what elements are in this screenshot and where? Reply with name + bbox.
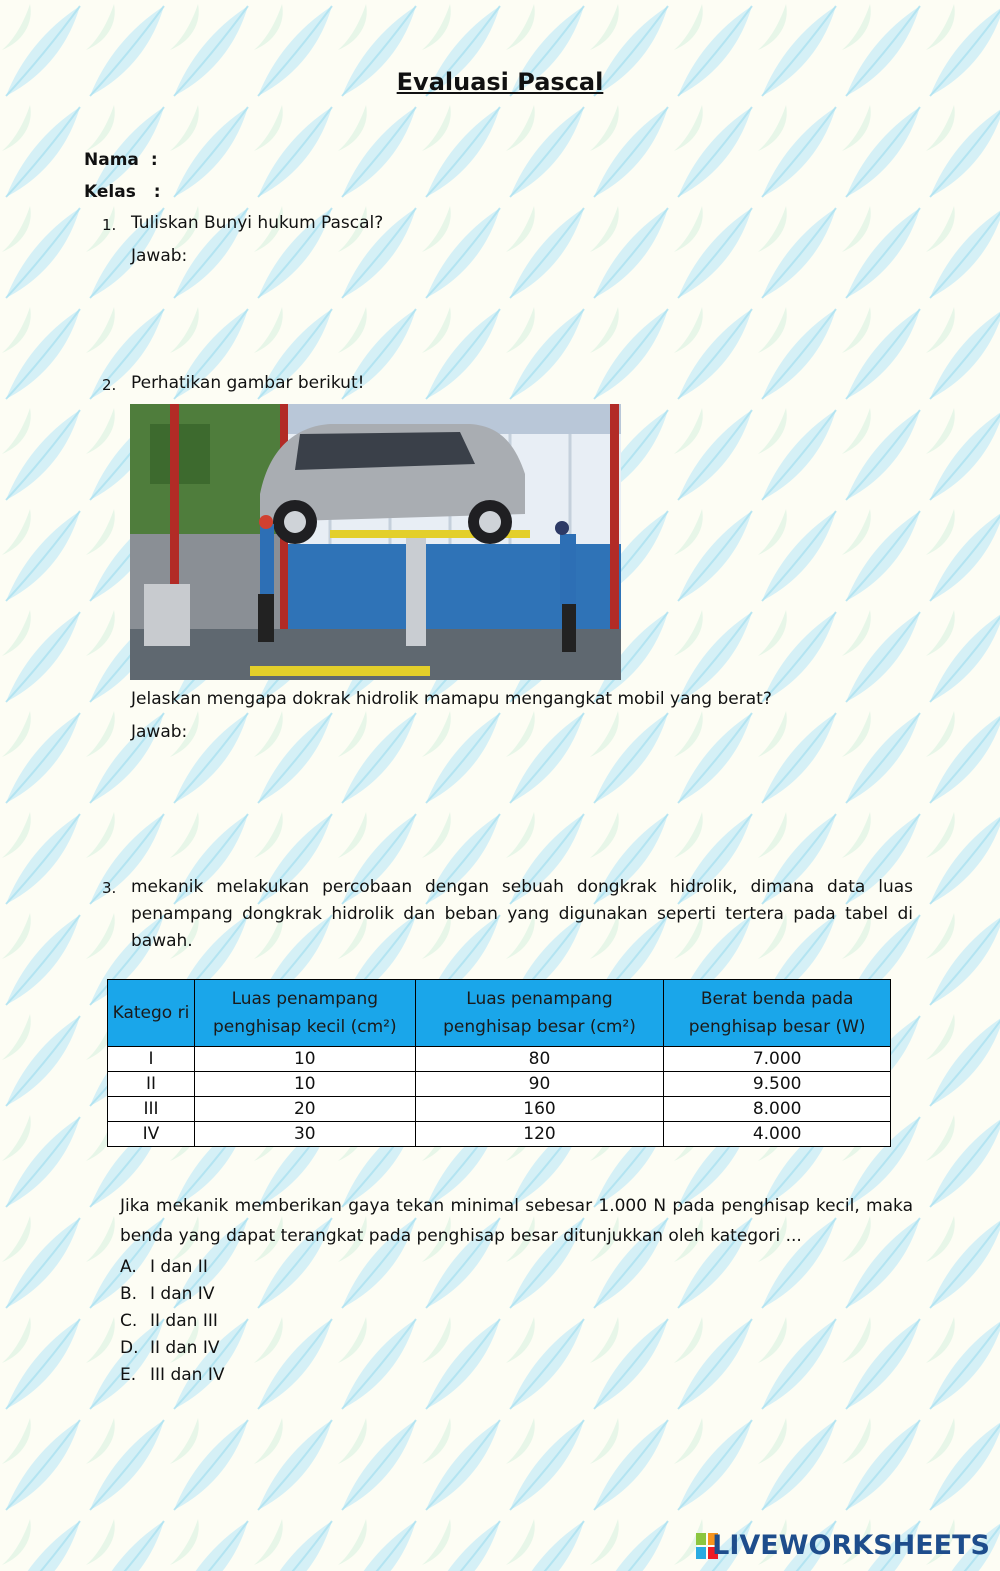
option-letter: E. xyxy=(120,1365,137,1385)
liveworksheets-brand[interactable]: LIVEWORKSHEETS xyxy=(712,1530,990,1561)
table-header-cell: Luas penampang penghisap kecil (cm²) xyxy=(194,980,415,1047)
class-label: Kelas xyxy=(84,182,136,202)
option-letter: B. xyxy=(120,1284,138,1304)
name-field xyxy=(84,150,158,170)
table-cell: III xyxy=(108,1097,195,1122)
table-row xyxy=(108,1072,891,1097)
question-3-number: 3. xyxy=(102,879,117,897)
table-cell: 8.000 xyxy=(664,1097,891,1122)
table-cell: 80 xyxy=(415,1047,664,1072)
option-text: II dan III xyxy=(150,1311,218,1331)
table-cell: 120 xyxy=(415,1122,664,1147)
option-text: I dan II xyxy=(150,1257,208,1277)
question-2-follow-up: Jelaskan mengapa dokrak hidrolik mamapu mengangkat mobil yang berat? xyxy=(131,689,772,709)
table-row xyxy=(108,1122,891,1147)
table-cell: 10 xyxy=(194,1047,415,1072)
table-header-cell: Luas penampang penghisap besar (cm²) xyxy=(415,980,664,1047)
answer-options xyxy=(120,1254,224,1389)
option-letter: A. xyxy=(120,1257,137,1277)
table-cell: 20 xyxy=(194,1097,415,1122)
option-text: I dan IV xyxy=(150,1284,215,1304)
question-1-number: 1. xyxy=(102,216,117,234)
option-text: II dan IV xyxy=(150,1338,220,1358)
option-letter: C. xyxy=(120,1311,138,1331)
option-text: III dan IV xyxy=(150,1365,225,1385)
question-2-number: 2. xyxy=(102,376,117,394)
table-row xyxy=(108,1047,891,1072)
name-colon: : xyxy=(150,150,158,170)
table-cell: I xyxy=(108,1047,195,1072)
table-cell: 7.000 xyxy=(664,1047,891,1072)
page-title: Evaluasi Pascal xyxy=(396,68,604,96)
class-colon: : xyxy=(153,182,161,202)
table-cell: 90 xyxy=(415,1072,664,1097)
table-cell: 9.500 xyxy=(664,1072,891,1097)
table-cell: 10 xyxy=(194,1072,415,1097)
name-label: Nama xyxy=(84,150,139,170)
option-a[interactable] xyxy=(120,1254,224,1281)
table-header-cell: Berat benda pada penghisap besar (W) xyxy=(664,980,891,1047)
table-row xyxy=(108,1097,891,1122)
class-field xyxy=(84,182,161,202)
table-cell: 30 xyxy=(194,1122,415,1147)
question-1-answer-label: Jawab: xyxy=(131,246,188,266)
option-c[interactable] xyxy=(120,1308,224,1335)
question-3-text: mekanik melakukan percobaan dengan sebuah dongkrak hidrolik, dimana data luas penampang dongkrak hidrolik dan beban yang digunakan seperti tertera pada tabel di bawah. xyxy=(131,877,913,951)
question-2-text: Perhatikan gambar berikut! xyxy=(131,373,365,393)
hydraulic-lift-photo xyxy=(130,404,621,680)
data-table xyxy=(107,979,891,1147)
question-3-closing: Jika mekanik memberikan gaya tekan minimal sebesar 1.000 N pada penghisap kecil, maka benda yang dapat terangkat pada penghisap besar ditunjukkan oleh kategori ... xyxy=(120,1196,913,1246)
option-b[interactable] xyxy=(120,1281,224,1308)
option-d[interactable] xyxy=(120,1335,224,1362)
table-cell: II xyxy=(108,1072,195,1097)
table-cell: 4.000 xyxy=(664,1122,891,1147)
table-header-row xyxy=(108,980,891,1047)
option-e[interactable] xyxy=(120,1362,224,1389)
table-cell: IV xyxy=(108,1122,195,1147)
table-header-cell: Katego ri xyxy=(108,980,195,1047)
table-cell: 160 xyxy=(415,1097,664,1122)
question-2-answer-label: Jawab: xyxy=(131,722,188,742)
question-1-text: Tuliskan Bunyi hukum Pascal? xyxy=(131,213,384,233)
option-letter: D. xyxy=(120,1338,139,1358)
